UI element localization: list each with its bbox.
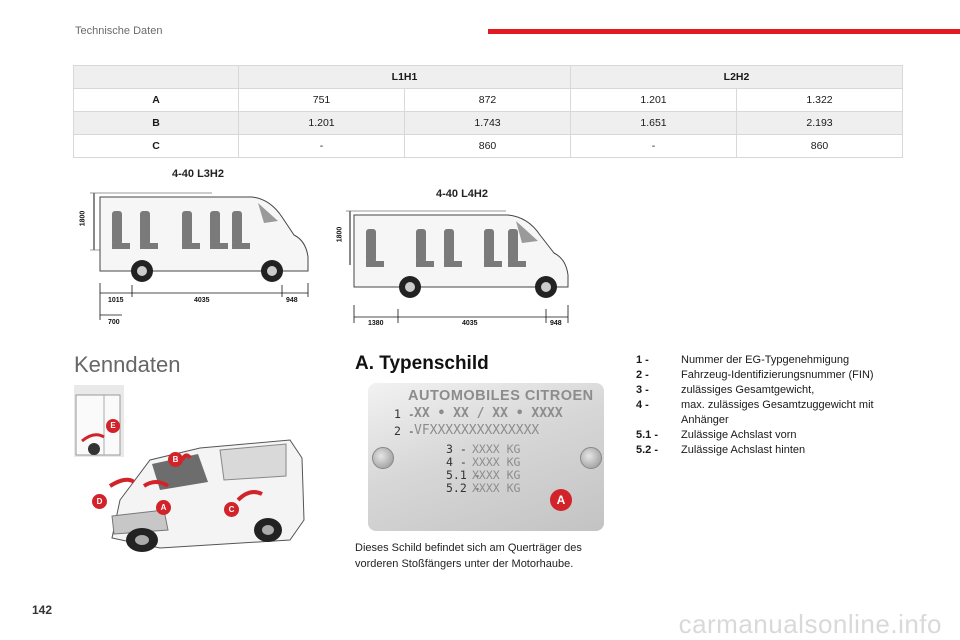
van-height-label: 1800 [79, 210, 87, 227]
plate-line-number: 5.1 - [446, 468, 481, 482]
van-diagram-title: 4-40 L3H2 [172, 168, 224, 180]
table-cell: - [239, 135, 405, 158]
legend-text: max. zulässiges Gesamtzuggewicht mit Anhänger [681, 399, 874, 426]
van-dim-label: 4035 [462, 320, 478, 327]
table-cell: 1.322 [737, 89, 903, 112]
plate-line-number: 2 - [394, 424, 415, 438]
table-row [74, 89, 903, 112]
table-header-row [74, 66, 903, 89]
legend-number: 1 - [636, 354, 649, 366]
table-cell: 2.193 [737, 112, 903, 135]
page-number: 142 [32, 603, 53, 617]
table-row [74, 135, 903, 158]
legend-number: 3 - [636, 384, 649, 396]
section-title-typenschild: A. Typenschild [355, 353, 489, 374]
vehicle-id-plate [368, 383, 604, 531]
marker-c: C [224, 502, 239, 517]
table-header-empty [74, 66, 239, 89]
legend-number: 5.2 - [636, 444, 659, 456]
rivet-icon [372, 447, 394, 469]
section-header-title: Technische Daten [75, 25, 163, 37]
marker-b: B [168, 452, 183, 467]
row-label: B [74, 112, 239, 135]
table-cell: 872 [405, 89, 571, 112]
van-dim-label: 1015 [108, 297, 124, 304]
list-item [636, 428, 906, 443]
list-item [636, 383, 906, 398]
list-item [636, 353, 906, 368]
legend-text: Zulässige Achslast hinten [681, 444, 806, 456]
table-cell: 860 [737, 135, 903, 158]
table-row [74, 112, 903, 135]
legend-text: Nummer der EG-Typgenehmigung [681, 354, 850, 366]
plate-line-number: 1 - [394, 407, 415, 421]
marker-d: D [92, 494, 107, 509]
van-dim-label: 948 [286, 297, 298, 304]
plate-line-value: XXXX KG [472, 481, 521, 495]
marker-a: A [156, 500, 171, 515]
legend-number: 4 - [636, 399, 649, 411]
rivet-icon [580, 447, 602, 469]
plate-line-value: XXXX KG [472, 442, 521, 456]
table-cell: 860 [405, 135, 571, 158]
van-illustration [336, 185, 586, 330]
table-header-l1h1: L1H1 [239, 66, 571, 89]
marker-a: A [550, 489, 572, 511]
van-dim-label: 948 [550, 320, 562, 327]
van-diagram-l3h2 [72, 165, 322, 330]
van-illustration [72, 165, 322, 330]
plate-line-number: 5.2 - [446, 481, 481, 495]
table-cell: - [571, 135, 737, 158]
van-dim-label: 4035 [194, 297, 210, 304]
table-cell: 1.201 [239, 112, 405, 135]
plate-line-value: XX • XX / XX • XXXX [414, 406, 563, 421]
van-dim-label: 1380 [368, 320, 384, 327]
row-label: C [74, 135, 239, 158]
van-height-label: 1800 [336, 226, 344, 243]
legend-text: Zulässige Achslast vorn [681, 429, 797, 441]
section-title-kenndaten: Kenndaten [74, 352, 181, 377]
legend-number: 5.1 - [636, 429, 659, 441]
plate-line-value: XXXX KG [472, 468, 521, 482]
list-item [636, 398, 906, 428]
van-diagram-title: 4-40 L4H2 [436, 188, 488, 200]
plate-caption: Dieses Schild befindet sich am Querträger des vorderen Stoßfängers unter der Motorhaube. [355, 542, 582, 570]
list-item [636, 368, 906, 383]
plate-legend [636, 353, 906, 458]
row-label: A [74, 89, 239, 112]
table-header-l2h2: L2H2 [571, 66, 903, 89]
table-cell: 1.651 [571, 112, 737, 135]
marker-e: E [106, 419, 120, 433]
plate-line-number: 4 - [446, 455, 467, 469]
plate-line-number: 3 - [446, 442, 467, 456]
plate-brand: AUTOMOBILES CITROEN [408, 388, 594, 404]
legend-text: zulässiges Gesamtgewicht, [681, 384, 815, 396]
legend-number: 2 - [636, 369, 649, 381]
list-item [636, 443, 906, 458]
van-front-illustration [90, 420, 310, 565]
van-diagram-l4h2 [336, 185, 586, 330]
table-cell: 751 [239, 89, 405, 112]
table-cell: 1.201 [571, 89, 737, 112]
dimensions-table [73, 65, 903, 158]
legend-text: Fahrzeug-Identifizierungsnummer (FIN) [681, 369, 874, 381]
header-accent-bar [488, 29, 960, 34]
van-dim-label: 700 [108, 319, 120, 326]
watermark: carmanualsonline.info [678, 609, 942, 639]
plate-line-value: VFXXXXXXXXXXXXXX [414, 423, 540, 438]
plate-line-value: XXXX KG [472, 455, 521, 469]
table-cell: 1.743 [405, 112, 571, 135]
